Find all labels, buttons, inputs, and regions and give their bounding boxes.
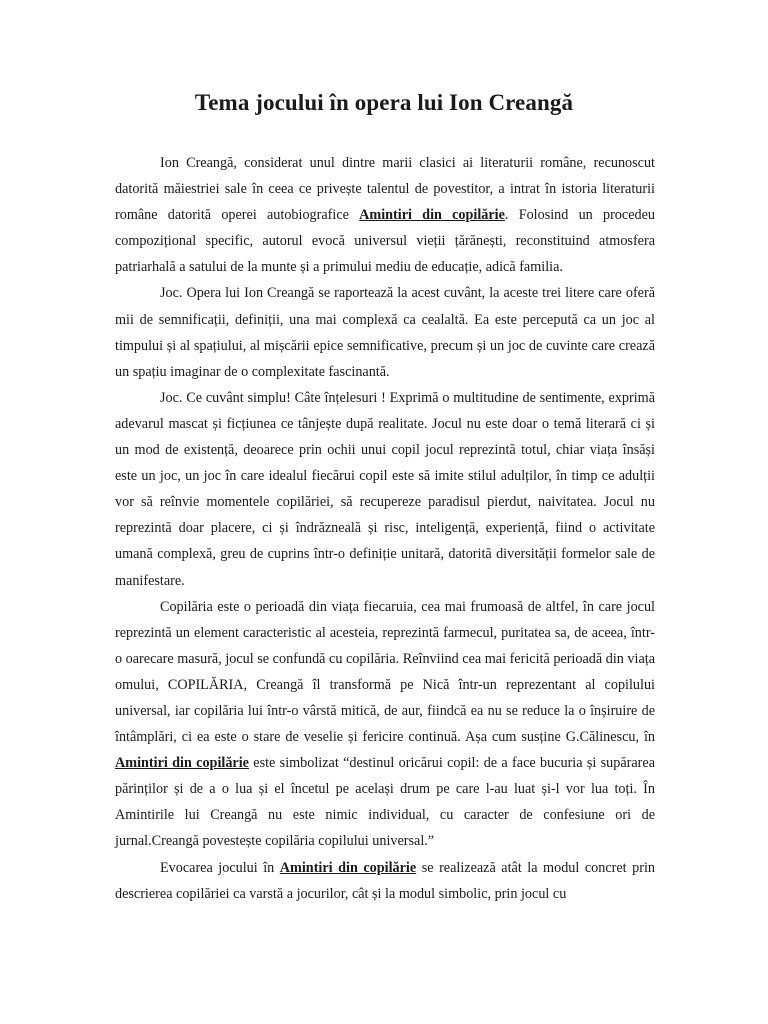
work-title: Amintiri din copilărie (279, 859, 417, 876)
paragraph-text: Evocarea jocului în (160, 859, 280, 876)
paragraph-1 (115, 150, 655, 280)
work-title: Amintiri din copilărie (359, 207, 505, 224)
work-title: Amintiri din copilărie (115, 755, 249, 772)
paragraph-text: . Folosind un procedeu compozițional specific, autorul evocă universul vieții țărănești, reconstituind atmosfera patriarhală a satului de la munte și a primului mediu de educație, adică familia. (115, 207, 655, 276)
paragraph-text: este simbolizat “destinul oricărui copil: de a face bucuria și supărarea părinților și de a o lua și el încetul pe același drum pe care l-au luat și-l vor lua toți. În Amintirile lui Creangă nu este nimic individual, cu caracter de confesiune ori de jurnal.Creangă povestește copilăria copilului universal.” (115, 755, 655, 850)
document-title: Tema jocului în opera lui Ion Creangă (194, 90, 574, 115)
paragraph-text: se realizează atât la modul concret prin descrierea copilăriei ca varstă a jocurilor, cât și la modul simbolic, prin jocul cu (115, 859, 655, 902)
paragraph-text: Joc. Opera lui Ion Creangă se raportează la acest cuvânt, la aceste trei litere care oferă mii de semnificații, definiții, una mai complexă ca cealaltă. Ea este percepută ca un joc al timpului și al spațiului, al mișcării epice semnificative, precum și un joc de cuvinte care crează un spațiu imaginar de o complexitate fascinantă. (115, 285, 655, 380)
paragraph-text: Joc. Ce cuvânt simplu! Câte înțelesuri ! Exprimă o multitudine de sentimente, exprimă adevarul mascat și ficțiunea ce tânjește după realitate. Jocul nu este doar o temă literară ci și un mod de existență, deoarece prin ochii unui copil jocul reprezintă totul, chiar viața însăși este un joc, un joc în care idealul fiecărui copil este să imite stilul adulților, în timp ce adulții vor să reînvie momentele copilăriei, să recupereze paradisul pierdut, naivitatea. Jocul nu reprezintă doar placere, ci și îndrăzneală și risc, inteligență, experiență, fiind o activitate umană complexă, greu de cuprins într-o definiție unitară, datorită diversității formelor sale de manifestare. (115, 389, 655, 589)
paragraph-3 (115, 385, 655, 594)
paragraph-5 (115, 855, 655, 907)
paragraph-text: Ion Creangă, considerat unul dintre marii clasici ai literaturii române, recunoscut datorită măiestriei sale în ceea ce privește talentul de povestitor, a intrat în istoria literaturii române datorită operei autobiografice (115, 155, 655, 224)
document-body (115, 150, 655, 907)
paragraph-2 (115, 280, 655, 384)
paragraph-4 (115, 594, 655, 855)
paragraph-text: Copilăria este o perioadă din viața fiecaruia, cea mai frumoasă de altfel, în care jocul reprezintă un element caracteristic al acesteia, reprezintă farmecul, puritatea sa, de aceea, într-o oarecare masură, jocul se confundă cu copilăria. Reînviind cea mai fericită perioadă din viața omului, COPILĂRIA, Creangă îl transformă pe Nică într-un reprezentant al copilului universal, iar copilăria lui într-o vârstă mitică, de aur, fiindcă ea nu se reduce la o înșiruire de întâmplări, ci ea este o stare de veselie și fericire continuă. Așa cum susține G.Călinescu, în (115, 598, 655, 746)
